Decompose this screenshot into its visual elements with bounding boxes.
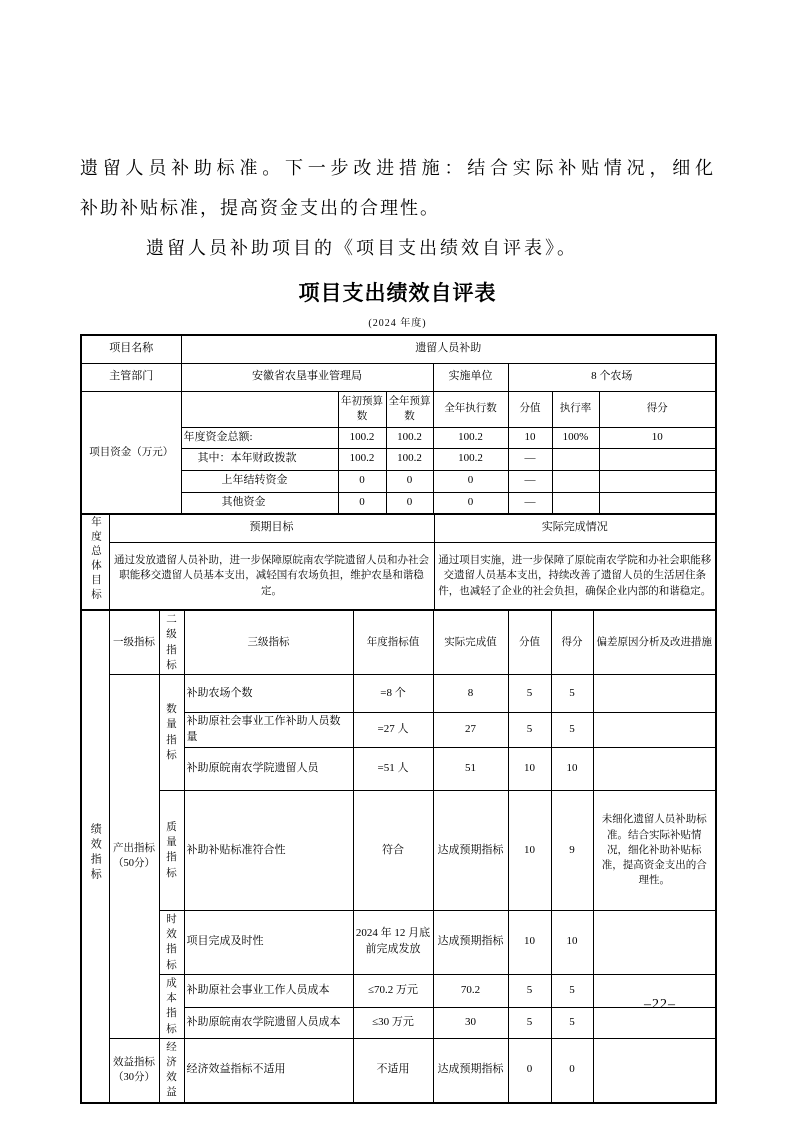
col-header-score: 得分 <box>551 610 593 674</box>
indicator-weight: 5 <box>508 675 551 713</box>
funding-rate <box>552 470 599 492</box>
col-header-weight: 分值 <box>508 610 551 674</box>
goals-section-label <box>81 514 109 610</box>
col-header-weight: 分值 <box>508 391 552 427</box>
indicator-deviation: 未细化遗留人员补助标准。结合实际补贴情况，细化补助补贴标准，提高资金支出的合理性。 <box>593 790 716 910</box>
quality-indicator-label: 质量指标 <box>159 790 184 910</box>
funding-rate <box>552 448 599 470</box>
indicator-target: ≤70.2 万元 <box>353 974 433 1007</box>
funding-row-name: 年度资金总额: <box>181 427 338 448</box>
funding-row-name: 其他资金 <box>181 492 338 514</box>
funding-score <box>599 448 716 470</box>
funding-weight: 10 <box>508 427 552 448</box>
expected-goal-text: 通过发放遗留人员补助，进一步保障原皖南农学院遗留人员和办社会职能移交遗留人员基本支出，减轻国有农场负担，维护农垦和谐稳定。 <box>109 542 434 610</box>
indicator-deviation <box>593 1038 716 1102</box>
funding-weight: — <box>508 492 552 514</box>
indicator-actual: 27 <box>433 713 508 748</box>
project-info-funding-table <box>80 334 717 515</box>
table-title: 项目支出绩效自评表 <box>298 282 497 305</box>
indicator-actual: 30 <box>433 1008 508 1039</box>
indicator-name: 补助农场个数 <box>184 675 353 713</box>
funding-executed: 100.2 <box>433 448 508 470</box>
indicator-weight: 10 <box>508 910 551 974</box>
indicator-name: 补助原社会事业工作人员成本 <box>184 974 353 1007</box>
indicator-weight: 5 <box>508 713 551 748</box>
output-indicator-group-label: 产出指标（50分） <box>109 675 159 1039</box>
annual-goals-table <box>80 513 717 611</box>
indicator-target: 符合 <box>353 790 433 910</box>
table-row <box>81 610 716 674</box>
indicator-score: 10 <box>551 747 593 790</box>
intro-paragraph-line-3: 遗留人员补助项目的《项目支出绩效自评表》。 <box>146 238 578 258</box>
col-header-level2: 二级指标 <box>159 610 184 674</box>
funding-executed: 0 <box>433 470 508 492</box>
table-row <box>81 514 716 542</box>
funding-initial: 100.2 <box>338 448 386 470</box>
table-row <box>81 910 716 974</box>
indicator-weight: 10 <box>508 747 551 790</box>
funding-initial: 0 <box>338 492 386 514</box>
expected-goal-header: 预期目标 <box>109 514 434 542</box>
funding-initial: 0 <box>338 470 386 492</box>
indicator-name: 补助原皖南农学院遗留人员 <box>184 747 353 790</box>
funding-executed: 0 <box>433 492 508 514</box>
cost-indicator-label: 成本指标 <box>159 974 184 1038</box>
project-name-value: 遗留人员补助 <box>181 335 716 363</box>
funding-full-year: 100.2 <box>386 427 433 448</box>
table-row <box>81 363 716 391</box>
funding-full-year: 100.2 <box>386 448 433 470</box>
indicator-score: 5 <box>551 675 593 713</box>
table-row <box>81 790 716 910</box>
indicator-actual: 8 <box>433 675 508 713</box>
performance-indicators-table <box>80 609 717 1103</box>
table-row <box>81 391 716 427</box>
table-row <box>81 1038 716 1102</box>
funding-rate: 100% <box>552 427 599 448</box>
actual-result-text: 通过项目实施，进一步保障了原皖南农学院和办社会职能移交遗留人员基本支出，持续改善了遗留人员的生活居住条件，也减轻了企业的社会负担，确保企业内部的和谐稳定。 <box>434 542 716 610</box>
indicator-score: 5 <box>551 974 593 1007</box>
indicator-weight: 5 <box>508 1008 551 1039</box>
actual-result-header: 实际完成情况 <box>434 514 716 542</box>
indicator-score: 0 <box>551 1038 593 1102</box>
col-header-executed: 全年执行数 <box>433 391 508 427</box>
impl-unit-label: 实施单位 <box>433 363 508 391</box>
indicator-name: 经济效益指标不适用 <box>184 1038 353 1102</box>
col-header-actual-value: 实际完成值 <box>433 610 508 674</box>
economic-benefit-label: 经济效益 <box>159 1038 184 1102</box>
funding-score: 10 <box>599 427 716 448</box>
indicator-weight: 10 <box>508 790 551 910</box>
indicator-target: =27 人 <box>353 713 433 748</box>
col-header-initial-budget: 年初预算数 <box>338 391 386 427</box>
indicators-section-label <box>81 610 109 1102</box>
indicator-deviation <box>593 713 716 748</box>
indicator-name: 项目完成及时性 <box>184 910 353 974</box>
col-header-full-year-budget: 全年预算数 <box>386 391 433 427</box>
table-row <box>81 335 716 363</box>
table-row <box>81 675 716 713</box>
indicators-section-label-text: 绩效指标 <box>89 823 102 884</box>
funding-full-year: 0 <box>386 470 433 492</box>
indicator-actual: 达成预期指标 <box>433 1038 508 1102</box>
page-number: –22– <box>644 997 676 1012</box>
indicator-target: 2024 年 12 月底前完成发放 <box>353 910 433 974</box>
indicator-weight: 0 <box>508 1038 551 1102</box>
col-header-level3: 三级指标 <box>184 610 353 674</box>
indicator-target: =51 人 <box>353 747 433 790</box>
funding-row-name: 其中：本年财政拨款 <box>181 448 338 470</box>
col-header-annual-target: 年度指标值 <box>353 610 433 674</box>
indicator-score: 9 <box>551 790 593 910</box>
indicator-name: 补助原社会事业工作补助人员数量 <box>184 713 353 748</box>
indicator-score: 5 <box>551 1008 593 1039</box>
funding-row-name: 上年结转资金 <box>181 470 338 492</box>
col-header-deviation: 偏差原因分析及改进措施 <box>593 610 716 674</box>
dept-label: 主管部门 <box>81 363 181 391</box>
funding-rate <box>552 492 599 514</box>
funding-weight: — <box>508 448 552 470</box>
dept-value: 安徽省农垦事业管理局 <box>181 363 433 391</box>
timeliness-indicator-label: 时效指标 <box>159 910 184 974</box>
indicator-score: 5 <box>551 713 593 748</box>
indicator-name: 补助补贴标准符合性 <box>184 790 353 910</box>
quantity-indicator-label: 数量指标 <box>159 675 184 791</box>
empty-cell <box>181 391 338 427</box>
indicator-actual: 70.2 <box>433 974 508 1007</box>
funding-weight: — <box>508 470 552 492</box>
indicator-name: 补助原皖南农学院遗留人员成本 <box>184 1008 353 1039</box>
indicator-actual: 51 <box>433 747 508 790</box>
indicator-deviation <box>593 675 716 713</box>
indicator-weight: 5 <box>508 974 551 1007</box>
funding-score <box>599 492 716 514</box>
intro-paragraph-line-1: 遗留人员补助标准。下一步改进措施：结合实际补贴情况，细化 <box>80 158 715 178</box>
col-header-level1: 一级指标 <box>109 610 159 674</box>
indicator-actual: 达成预期指标 <box>433 910 508 974</box>
indicator-target: =8 个 <box>353 675 433 713</box>
benefit-indicator-group-label: 效益指标（30分） <box>109 1038 159 1102</box>
funding-initial: 100.2 <box>338 427 386 448</box>
funding-executed: 100.2 <box>433 427 508 448</box>
table-row <box>81 974 716 1007</box>
impl-unit-value: 8 个农场 <box>508 363 716 391</box>
indicator-deviation <box>593 747 716 790</box>
funding-full-year: 0 <box>386 492 433 514</box>
col-header-score: 得分 <box>599 391 716 427</box>
indicator-score: 10 <box>551 910 593 974</box>
indicator-target: ≤30 万元 <box>353 1008 433 1039</box>
project-name-label: 项目名称 <box>81 335 181 363</box>
goals-section-label-text: 年度总体目标 <box>90 516 102 603</box>
indicator-target: 不适用 <box>353 1038 433 1102</box>
funding-section-label: 项目资金（万元） <box>81 391 181 514</box>
document-content <box>80 148 715 1104</box>
intro-paragraph-line-2: 补助补贴标准，提高资金支出的合理性。 <box>80 198 440 218</box>
indicator-actual: 达成预期指标 <box>433 790 508 910</box>
indicator-deviation <box>593 910 716 974</box>
funding-score <box>599 470 716 492</box>
table-row <box>81 542 716 610</box>
table-subtitle: (2024 年度) <box>368 318 427 329</box>
col-header-exec-rate: 执行率 <box>552 391 599 427</box>
